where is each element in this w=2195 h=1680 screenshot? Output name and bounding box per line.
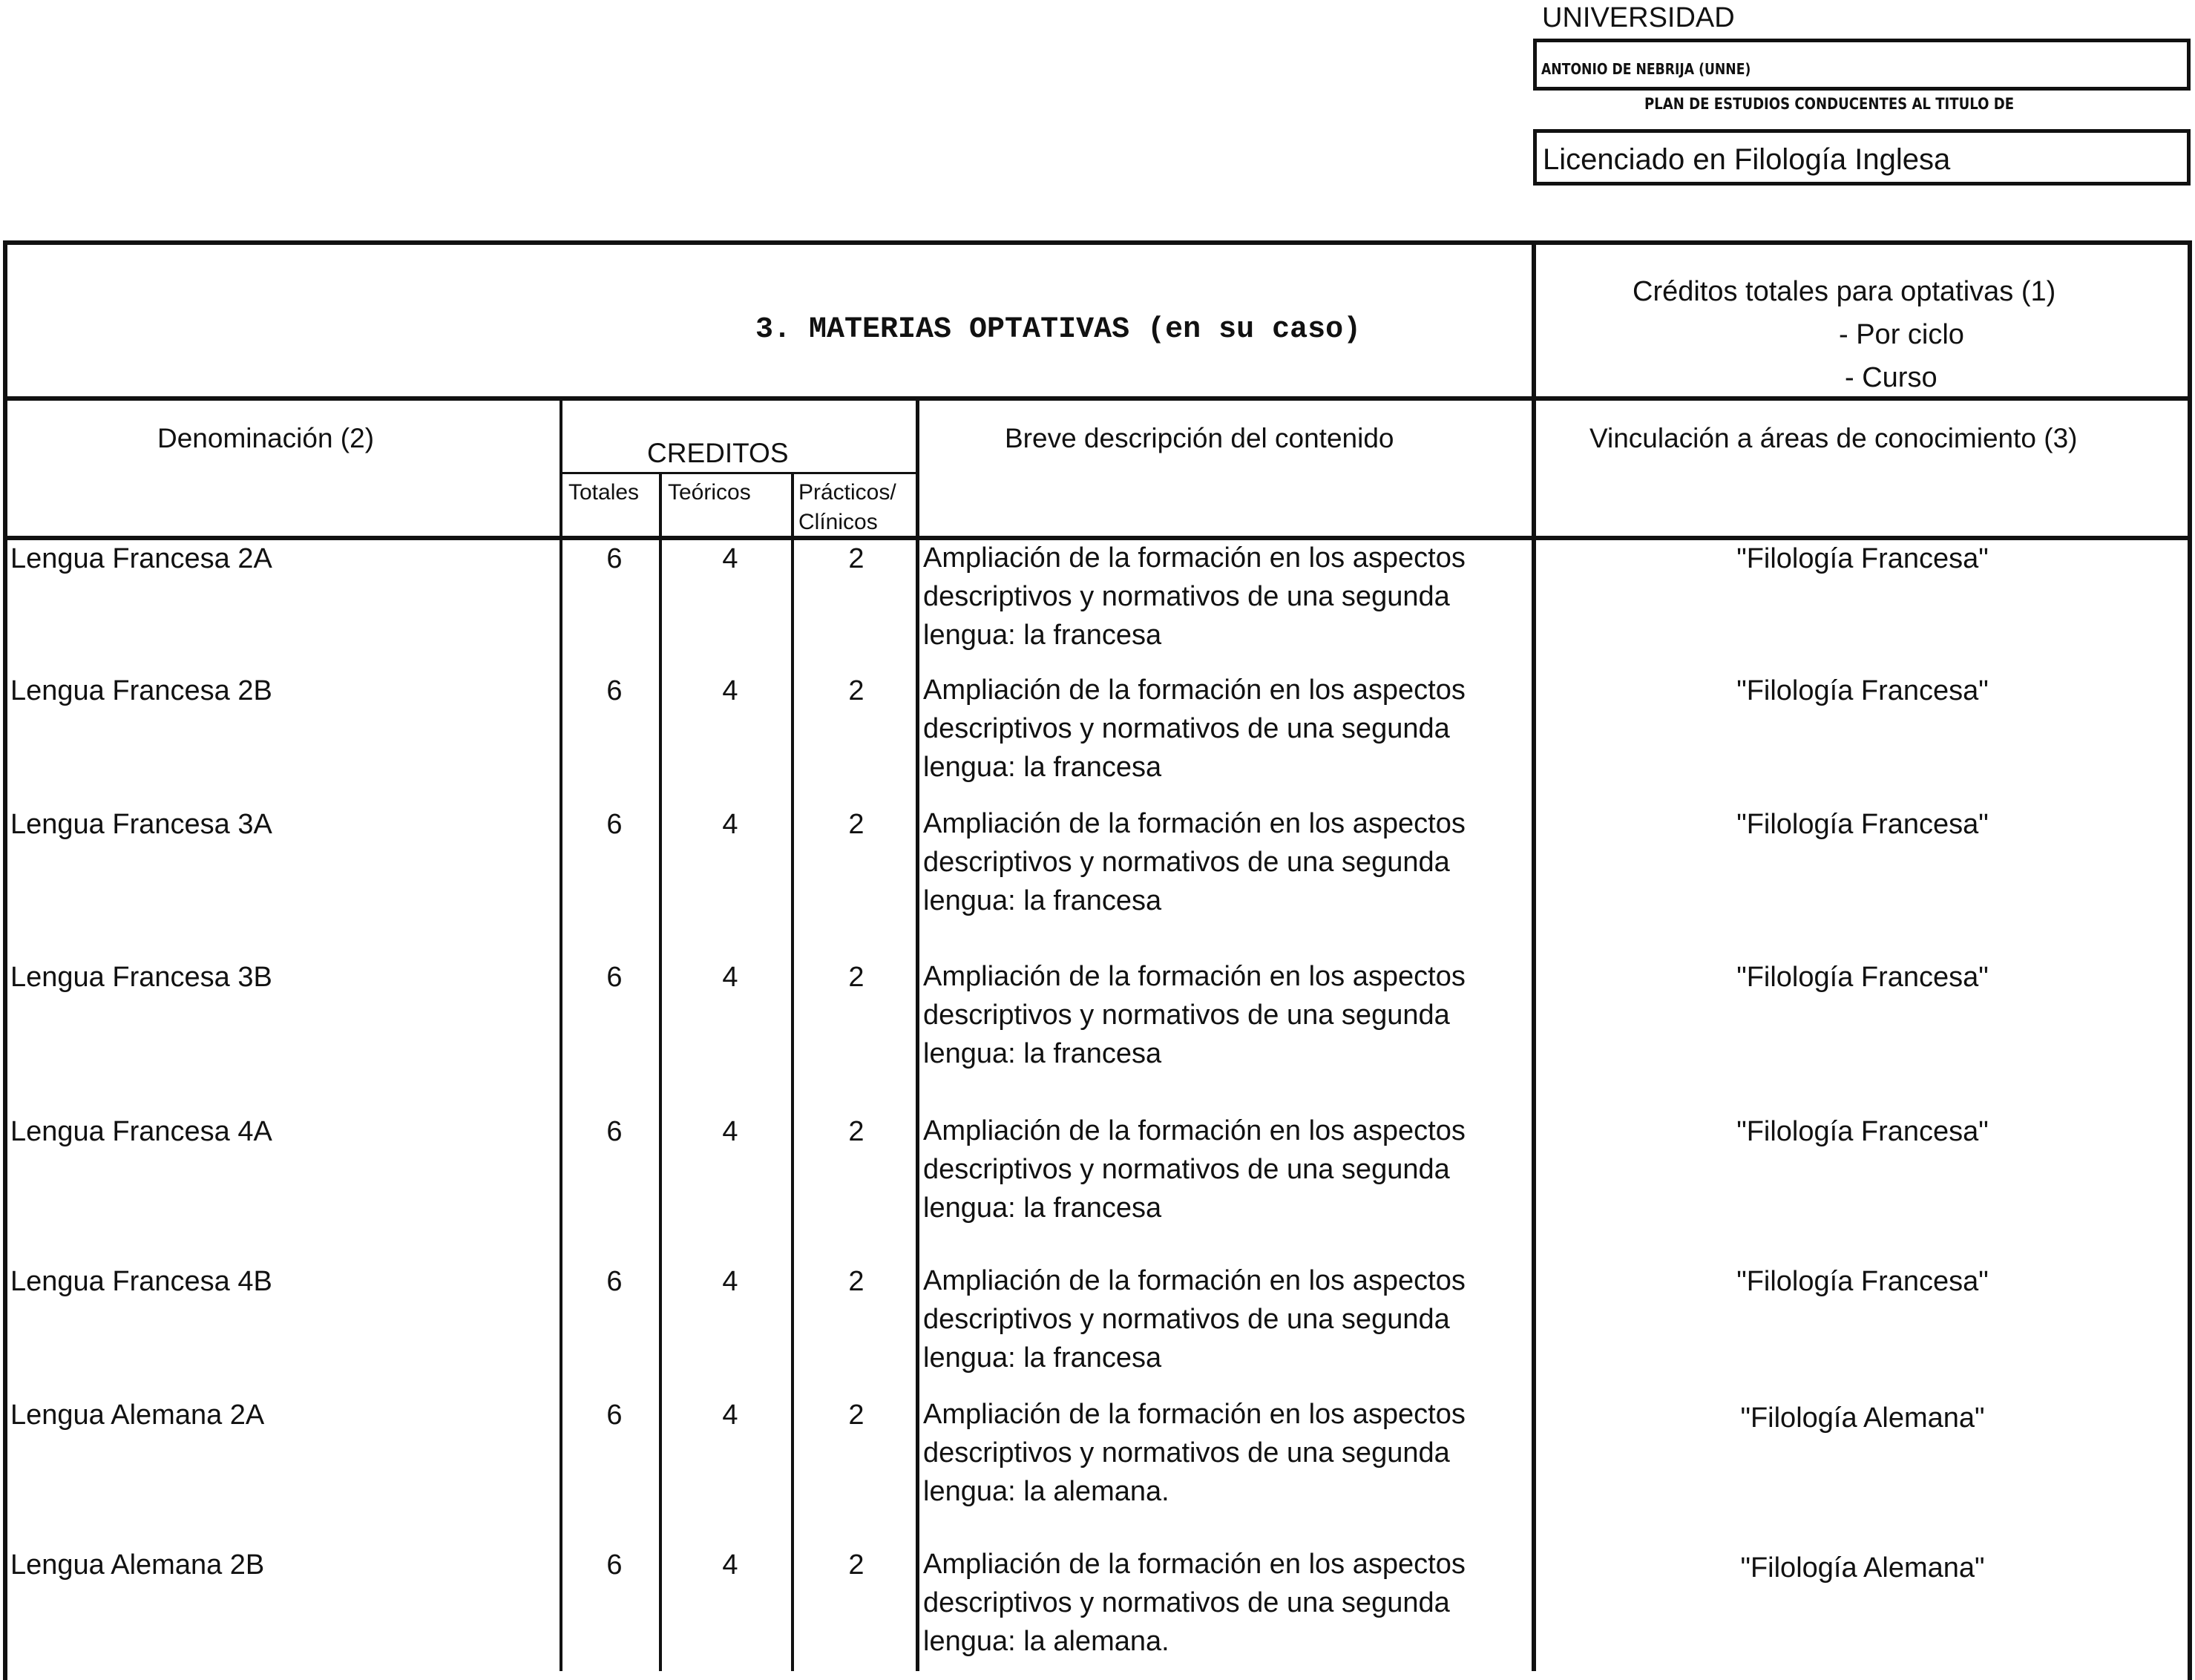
col-header-teoricos: Teóricos: [668, 480, 751, 505]
row-area: "Filología Alemana": [1740, 1552, 1985, 1584]
col-header-practicos-line2: Clínicos: [798, 510, 878, 534]
row-area: "Filología Francesa": [1736, 809, 1989, 840]
row-totales: 6: [606, 809, 623, 840]
desc-line: Ampliación de la formación en los aspectos: [923, 808, 1466, 839]
por-ciclo-label: - Por ciclo: [1839, 319, 1964, 350]
desc-line: descriptivos y normativos de una segunda: [923, 1000, 1450, 1031]
desc-line: descriptivos y normativos de una segunda: [923, 1587, 1450, 1618]
row-teoricos: 4: [722, 962, 738, 993]
desc-line: descriptivos y normativos de una segunda: [923, 713, 1450, 744]
row-totales: 6: [606, 675, 623, 706]
desc-line: Ampliación de la formación en los aspectos: [923, 961, 1466, 992]
col-header-vinculacion: Vinculación a áreas de conocimiento (3): [1589, 423, 2078, 453]
desc-line: descriptivos y normativos de una segunda: [923, 1437, 1450, 1469]
row-teoricos: 4: [722, 809, 738, 840]
row-teoricos: 4: [722, 1400, 738, 1431]
row-area: "Filología Francesa": [1736, 1266, 1989, 1297]
creditos-totales-label: Créditos totales para optativas (1): [1633, 276, 2056, 307]
desc-line: Ampliación de la formación en los aspectos: [923, 1115, 1466, 1146]
row-teoricos: 4: [722, 543, 738, 574]
desc-line: lengua: la francesa: [923, 752, 1162, 783]
col-divider-totales: [659, 472, 662, 1671]
row-name: Lengua Francesa 4A: [10, 1116, 272, 1147]
col-header-denominacion: Denominación (2): [157, 423, 375, 453]
col-header-practicos-line1: Prácticos/: [798, 480, 896, 505]
row-practicos: 2: [848, 1266, 864, 1297]
universidad-label: UNIVERSIDAD: [1542, 2, 1735, 33]
row-area: "Filología Alemana": [1740, 1402, 1985, 1434]
row-teoricos: 4: [722, 1266, 738, 1297]
desc-line: descriptivos y normativos de una segunda: [923, 847, 1450, 878]
creditos-subdivider: [561, 472, 917, 474]
desc-line: descriptivos y normativos de una segunda: [923, 1154, 1450, 1185]
plan-label: PLAN DE ESTUDIOS CONDUCENTES AL TITULO DE: [1644, 95, 2015, 113]
row-totales: 6: [606, 1266, 623, 1297]
row-description: [923, 671, 1539, 787]
row-description: [923, 1395, 1539, 1511]
row-practicos: 2: [848, 543, 864, 574]
desc-line: lengua: la alemana.: [923, 1626, 1169, 1657]
desc-line: lengua: la francesa: [923, 1342, 1162, 1374]
row-name: Lengua Alemana 2A: [10, 1400, 265, 1431]
row-name: Lengua Francesa 2A: [10, 543, 272, 574]
row-description: [923, 1112, 1539, 1227]
universidad-name: ANTONIO DE NEBRIJA (UNNE): [1541, 60, 1751, 78]
col-divider-denominacion: [560, 398, 562, 1671]
row-description: [923, 957, 1539, 1073]
row-practicos: 2: [848, 962, 864, 993]
titulo-box: [1533, 129, 2191, 186]
row-totales: 6: [606, 1549, 623, 1581]
desc-line: descriptivos y normativos de una segunda: [923, 581, 1450, 612]
row-name: Lengua Francesa 4B: [10, 1266, 272, 1297]
row-description: [923, 1261, 1539, 1377]
col-header-practicos: [798, 478, 896, 537]
row-totales: 6: [606, 543, 623, 574]
row-area: "Filología Francesa": [1736, 675, 1989, 706]
row-area: "Filología Francesa": [1736, 543, 1989, 574]
col-header-totales: Totales: [568, 480, 640, 505]
row-teoricos: 4: [722, 1549, 738, 1581]
desc-line: descriptivos y normativos de una segunda: [923, 1304, 1450, 1335]
row-practicos: 2: [848, 809, 864, 840]
desc-line: Ampliación de la formación en los aspectos: [923, 1265, 1466, 1296]
row-name: Lengua Francesa 3A: [10, 809, 272, 840]
col-divider-creditos: [916, 398, 919, 1671]
row-practicos: 2: [848, 1400, 864, 1431]
row-totales: 6: [606, 1116, 623, 1147]
col-header-creditos: CREDITOS: [647, 438, 789, 468]
row-name: Lengua Francesa 2B: [10, 675, 272, 706]
desc-line: Ampliación de la formación en los aspectos: [923, 542, 1466, 574]
row-name: Lengua Alemana 2B: [10, 1549, 265, 1581]
row-area: "Filología Francesa": [1736, 962, 1989, 993]
row-practicos: 2: [848, 675, 864, 706]
row-teoricos: 4: [722, 1116, 738, 1147]
desc-line: lengua: la francesa: [923, 1192, 1162, 1224]
desc-line: lengua: la alemana.: [923, 1476, 1169, 1507]
desc-line: lengua: la francesa: [923, 1038, 1162, 1069]
row-practicos: 2: [848, 1116, 864, 1147]
desc-line: lengua: la francesa: [923, 620, 1162, 651]
row-totales: 6: [606, 1400, 623, 1431]
col-divider-teoricos: [791, 472, 794, 1671]
row-description: [923, 539, 1539, 654]
titulo-name: Licenciado en Filología Inglesa: [1543, 143, 1951, 176]
desc-line: lengua: la francesa: [923, 885, 1162, 916]
desc-line: Ampliación de la formación en los aspectos: [923, 1549, 1466, 1580]
row-teoricos: 4: [722, 675, 738, 706]
universidad-box: [1533, 39, 2191, 91]
section-title: 3. MATERIAS OPTATIVAS (en su caso): [755, 313, 1362, 347]
row-totales: 6: [606, 962, 623, 993]
row-name: Lengua Francesa 3B: [10, 962, 272, 993]
header-divider: [3, 396, 2192, 401]
desc-line: Ampliación de la formación en los aspectos: [923, 1399, 1466, 1430]
col-header-descripcion: Breve descripción del contenido: [1005, 423, 1394, 453]
row-practicos: 2: [848, 1549, 864, 1581]
row-description: [923, 804, 1539, 920]
desc-line: Ampliación de la formación en los aspectos: [923, 675, 1466, 706]
curso-label: - Curso: [1845, 362, 1938, 393]
row-area: "Filología Francesa": [1736, 1116, 1989, 1147]
row-description: [923, 1545, 1539, 1661]
